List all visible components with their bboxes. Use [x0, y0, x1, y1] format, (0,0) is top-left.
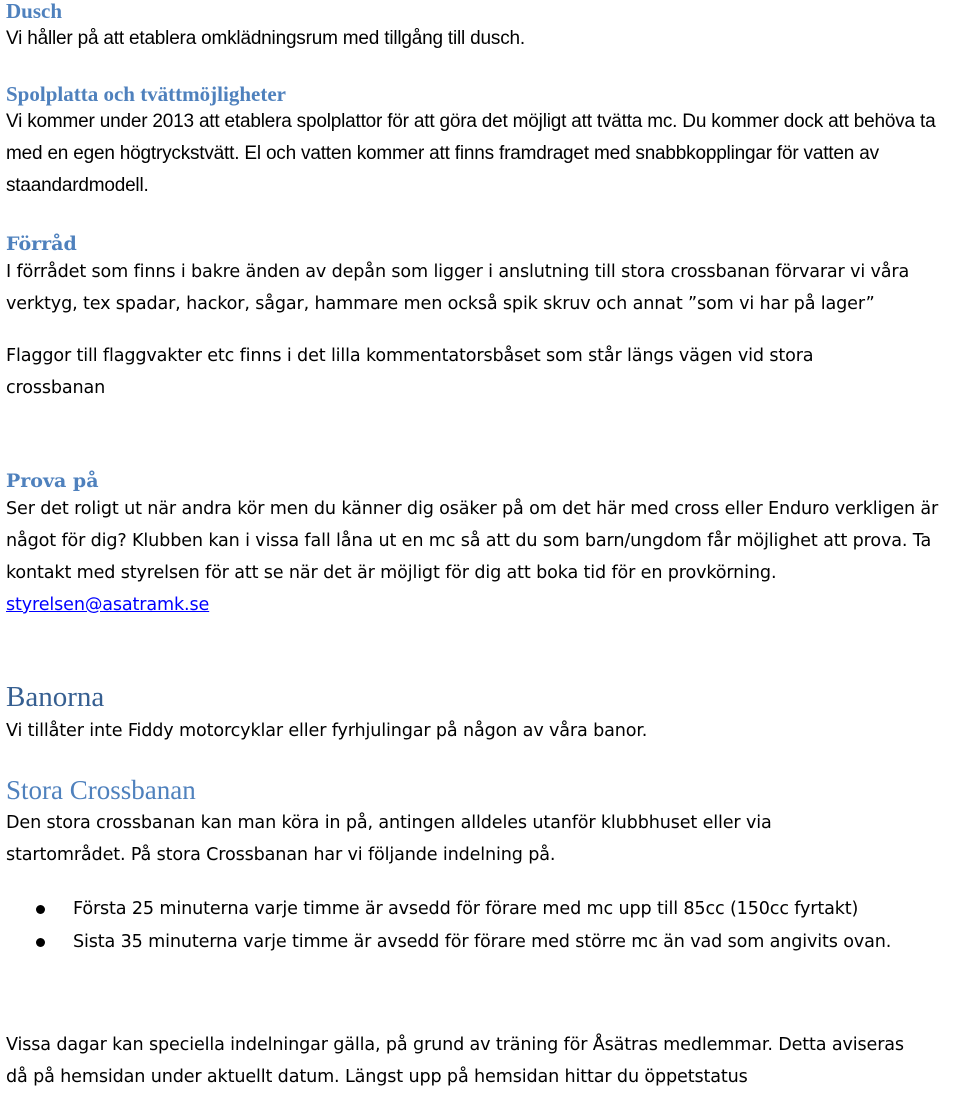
email-link[interactable]: styrelsen@asatramk.se: [6, 595, 210, 615]
text-stora-crossbanan: Den stora crossbanan kan man köra in på, antingen alldeles utanför klubbhuset eller via startområdet. På stora Crossbanan har vi följande indelning på.: [6, 813, 772, 865]
bullet-icon: [36, 905, 45, 914]
section-stora-crossbanan: [6, 773, 956, 1093]
heading-prova: Prova på: [6, 470, 99, 492]
section-forrad: [6, 232, 936, 404]
text-banorna: Vi tillåter inte Fiddy motorcyklar eller fyrhjulingar på någon av våra banor.: [6, 721, 648, 741]
section-banorna: [6, 679, 951, 747]
heading-dusch: Dusch: [6, 0, 63, 23]
heading-stora-crossbanan: Stora Crossbanan: [6, 775, 196, 805]
heading-spolplatta: Spolplatta och tvättmöjligheter: [6, 82, 286, 106]
list-item: [0, 893, 956, 926]
text-footer: Vissa dagar kan speciella indelningar gälla, på grund av träning för Åsätras medlemmar. Detta aviseras då på hemsidan under aktuellt datum. Längst upp på hemsidan hittar du öppetstatus: [6, 1035, 904, 1087]
text-prova-body: Ser det roligt ut när andra kör men du känner dig osäker på om det här med cross eller Enduro verkligen är något för dig? Klubben kan i vissa fall låna ut en mc så att du som barn/ungdom får möjlighet att prova. Ta kontakt med styrelsen för att se när det är möjligt för dig att boka tid för en provkörning.: [6, 499, 939, 583]
text-forrad-1: I förrådet som finns i bakre änden av depån som ligger i anslutning till stora crossbanan förvarar vi våra verktyg, tex spadar, hackor, sågar, hammare men också spik skruv och annat ”som vi har på lager”: [6, 262, 910, 314]
section-spolplatta: [6, 82, 936, 202]
list-item-text: Första 25 minuterna varje timme är avsedd för förare med mc upp till 85cc (150cc fyrtakt): [73, 899, 859, 919]
list-item-text: Sista 35 minuterna varje timme är avsedd för förare med större mc än vad som angivits ovan.: [73, 932, 892, 952]
bullet-icon: [36, 938, 45, 947]
text-prova: [6, 493, 951, 621]
text-spolplatta: Vi kommer under 2013 att etablera spolplattor för att göra det möjligt att tvätta mc. Du kommer dock att behöva ta med en egen högtryckstvätt. El och vatten kommer att finns framdraget med snabbkopplingar för vatten av staandardmodell.: [6, 111, 936, 196]
heading-forrad: Förråd: [6, 233, 77, 255]
section-prova: [6, 469, 951, 621]
list-item: [0, 926, 956, 959]
text-dusch: Vi håller på att etablera omklädningsrum med tillgång till dusch.: [6, 28, 525, 49]
bullet-list: [0, 893, 956, 959]
text-forrad-2: Flaggor till flaggvakter etc finns i det lilla kommentatorsbåset som står längs vägen vid stora crossbanan: [6, 346, 814, 398]
heading-banorna: Banorna: [6, 681, 105, 713]
section-dusch: [6, 0, 956, 55]
